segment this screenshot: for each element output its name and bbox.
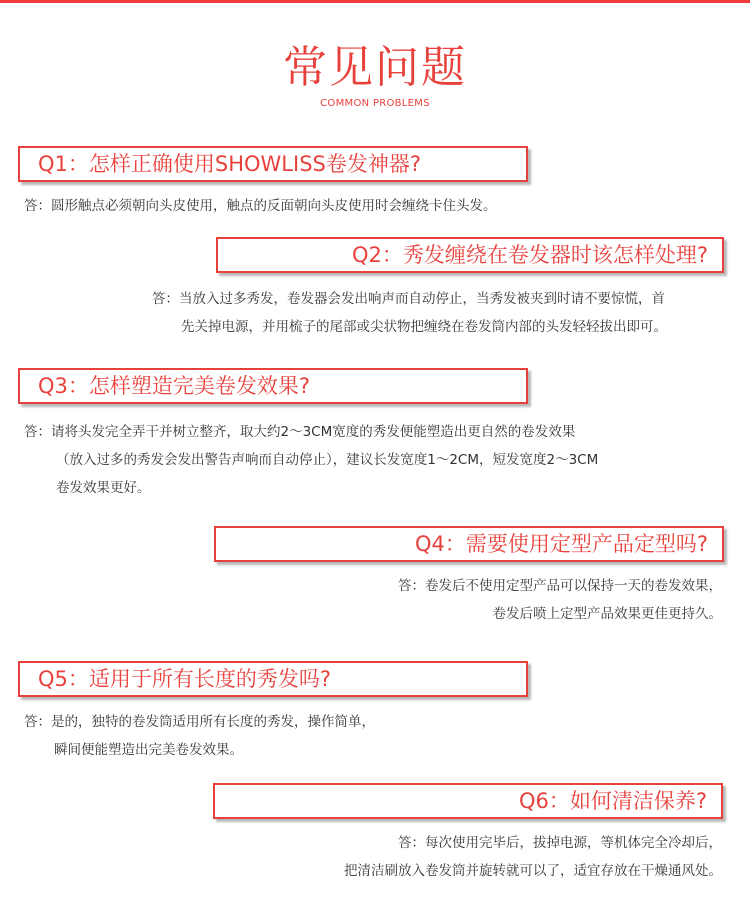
answer-6-line-1: 答：每次使用完毕后，拔掉电源，等机体完全冷却后， bbox=[398, 835, 722, 851]
question-2-box: Q2：秀发缠绕在卷发器时该怎样处理? bbox=[216, 237, 724, 273]
answer-2 bbox=[152, 285, 667, 341]
answer-3-line-2: （放入过多的秀发会发出警告声响而自动停止），建议长发宽度1～2CM，短发宽度2～3CM bbox=[56, 452, 599, 468]
question-5-box: Q5：适用于所有长度的秀发吗? bbox=[18, 661, 528, 697]
answer-1-line-1: 答：圆形触点必须朝向头皮使用，触点的反面朝向头皮使用时会缠绕卡住头发。 bbox=[24, 198, 497, 214]
answer-1 bbox=[24, 192, 497, 220]
question-3-box: Q3：怎样塑造完美卷发效果? bbox=[18, 368, 528, 404]
answer-3 bbox=[24, 418, 598, 502]
answer-2-line-2: 先关掉电源，并用梳子的尾部或尖状物把缠绕在卷发筒内部的头发轻轻拔出即可。 bbox=[181, 319, 667, 335]
answer-5 bbox=[24, 708, 375, 764]
answer-3-line-3: 卷发效果更好。 bbox=[56, 480, 151, 496]
answer-4 bbox=[398, 572, 722, 628]
page-subtitle: COMMON PROBLEMS bbox=[320, 98, 430, 109]
answer-3-line-1: 答：请将头发完全弄干并树立整齐，取大约2～3CM宽度的秀发便能塑造出更自然的卷发效果 bbox=[24, 424, 576, 440]
answer-6 bbox=[344, 829, 722, 885]
question-4-box: Q4：需要使用定型产品定型吗? bbox=[214, 526, 724, 562]
answer-4-line-2: 卷发后喷上定型产品效果更佳更持久。 bbox=[492, 606, 722, 622]
answer-5-line-1: 答：是的，独特的卷发筒适用所有长度的秀发，操作简单， bbox=[24, 714, 375, 730]
page-title: 常见问题 bbox=[283, 42, 467, 93]
answer-2-line-1: 答：当放入过多秀发，卷发器会发出响声而自动停止，当秀发被夹到时请不要惊慌，首 bbox=[152, 291, 665, 307]
answer-6-line-2: 把清洁刷放入卷发筒并旋转就可以了，适宜存放在干燥通风处。 bbox=[344, 863, 722, 879]
question-6-box: Q6：如何清洁保养? bbox=[213, 783, 723, 819]
answer-5-line-2: 瞬间便能塑造出完美卷发效果。 bbox=[54, 742, 243, 758]
answer-4-line-1: 答：卷发后不使用定型产品可以保持一天的卷发效果， bbox=[398, 578, 722, 594]
top-divider bbox=[0, 0, 750, 3]
question-1-box: Q1：怎样正确使用SHOWLISS卷发神器? bbox=[18, 146, 528, 182]
